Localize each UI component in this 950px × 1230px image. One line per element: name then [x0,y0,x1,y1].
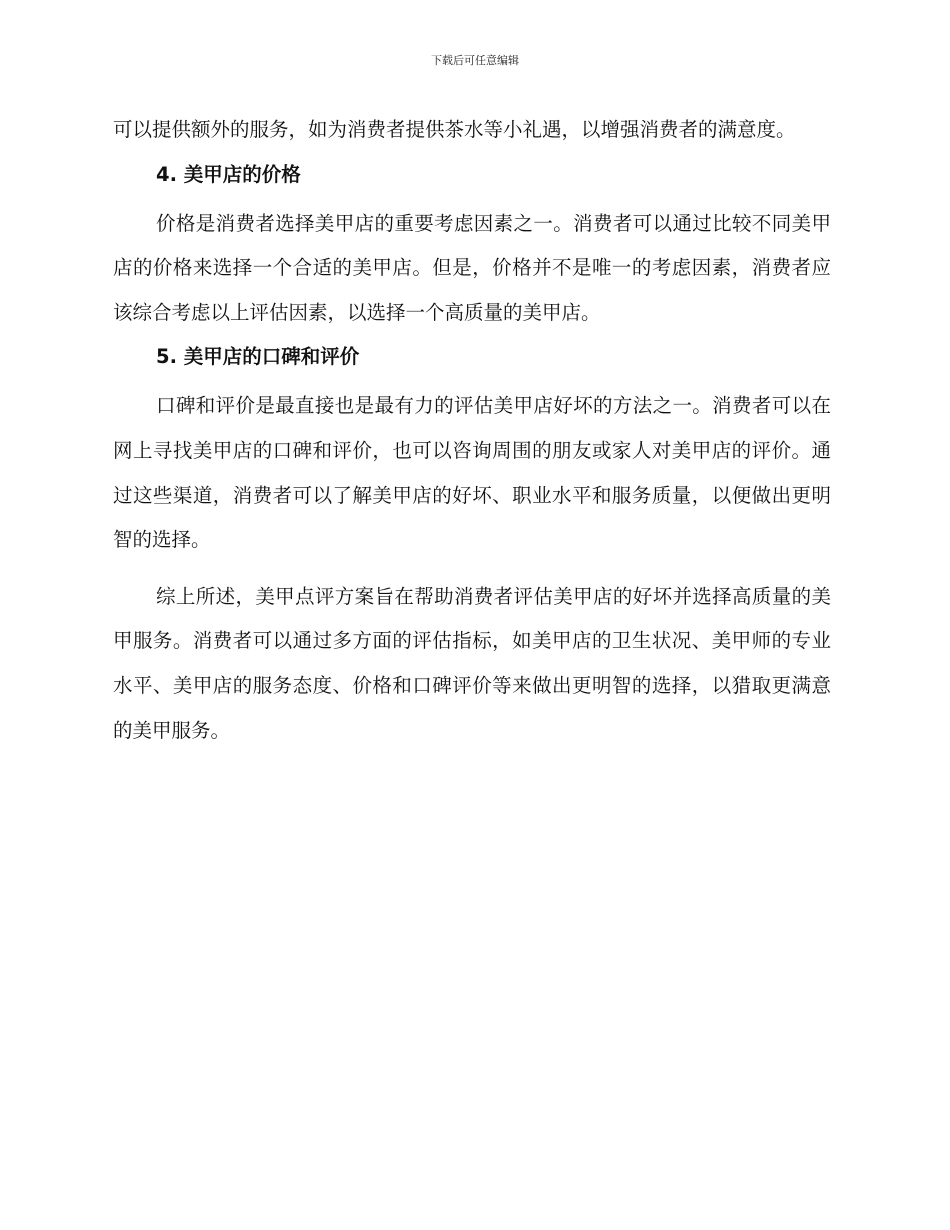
document-body [113,108,831,753]
continuation-paragraph: 可以提供额外的服务，如为消费者提供茶水等小礼遇，以增强消费者的满意度。 [113,118,796,141]
section-4-paragraph: 价格是消费者选择美甲店的重要考虑因素之一。消费者可以通过比较不同美甲店的价格来选择一个合适的美甲店。但是，价格并不是唯一的考虑因素，消费者应该综合考虑以上评估因素，以选择一个高质量的美甲店。 [113,211,831,324]
conclusion-paragraph: 综上所述，美甲点评方案旨在帮助消费者评估美甲店的好坏并选择高质量的美甲服务。消费者可以通过多方面的评估指标，如美甲店的卫生状况、美甲师的专业水平、美甲店的服务态度、价格和口碑评价等来做出更明智的选择，以猎取更满意的美甲服务。 [113,584,831,742]
page-header-note: 下载后可任意编辑 [431,54,519,67]
section-5-paragraph: 口碑和评价是最直接也是最有力的评估美甲店好坏的方法之一。消费者可以在网上寻找美甲店的口碑和评价，也可以咨询周围的朋友或家人对美甲店的评价。通过这些渠道，消费者可以了解美甲店的好坏、职业水平和服务质量，以便做出更明智的选择。 [113,394,831,552]
section-4-heading: 4. 美甲店的价格 [156,162,301,186]
section-5-heading: 5. 美甲店的口碑和评价 [156,345,360,369]
